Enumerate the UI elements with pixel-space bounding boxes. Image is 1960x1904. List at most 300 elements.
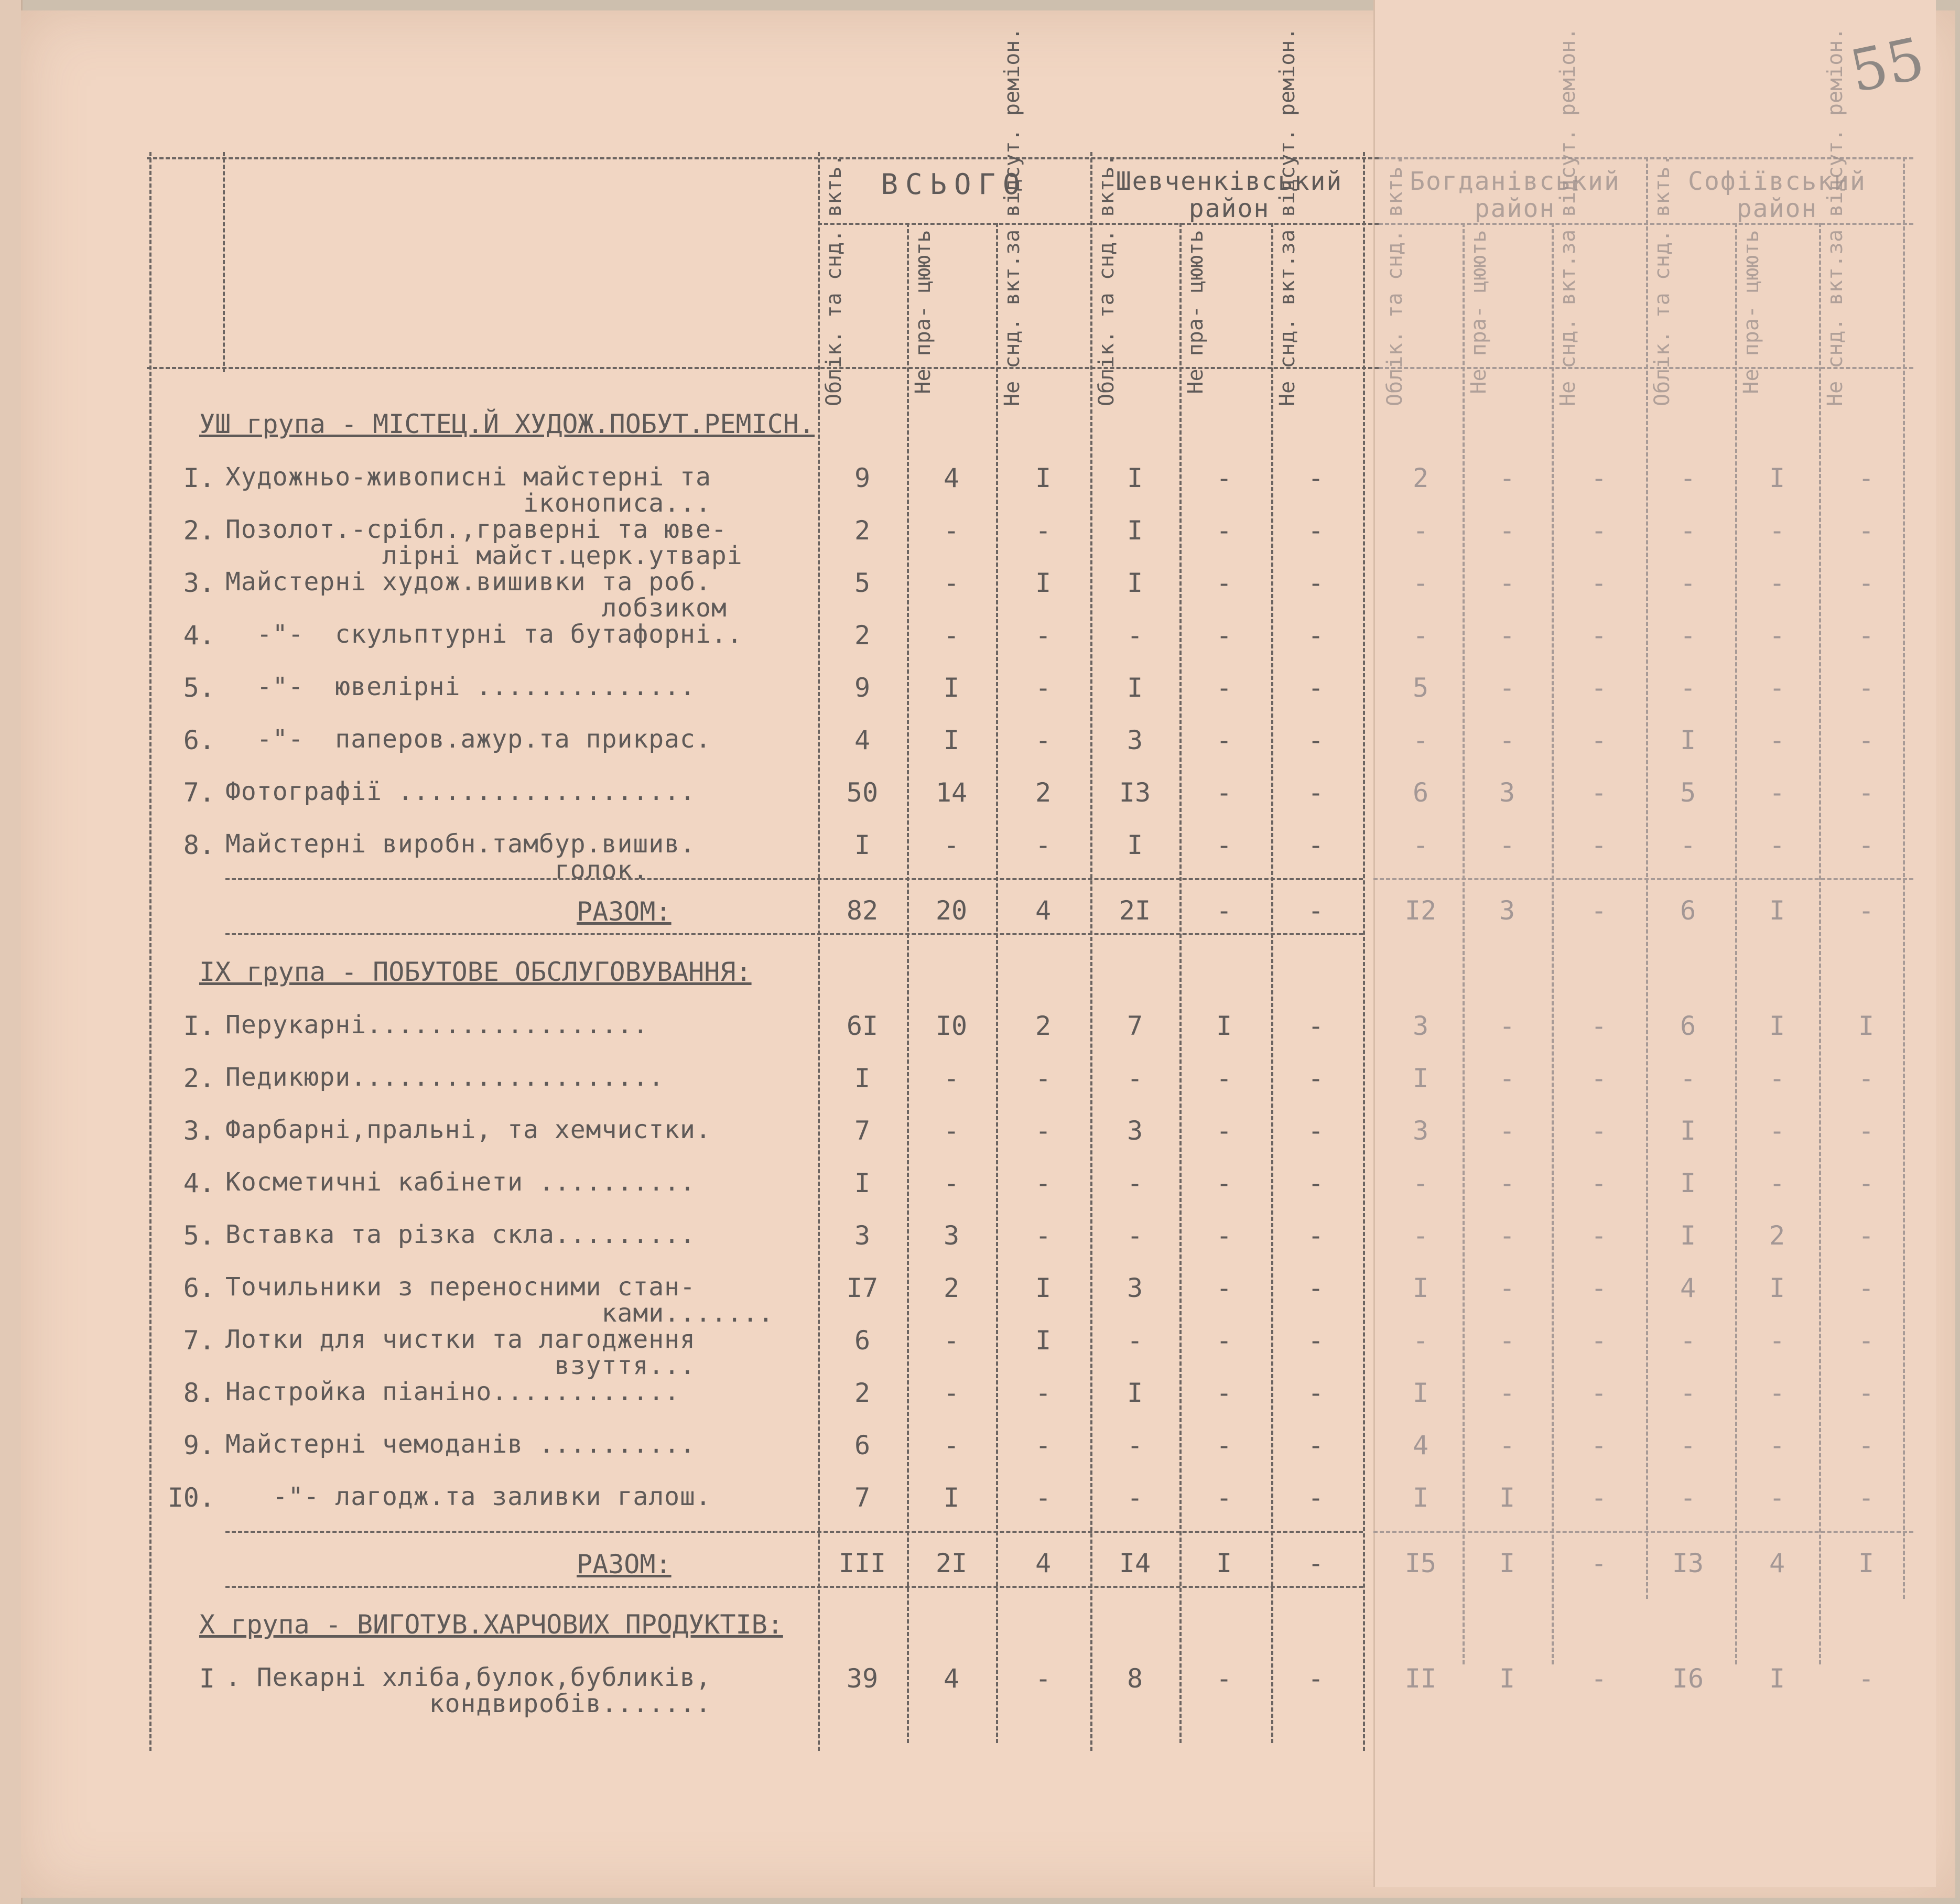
- row-number: I.: [183, 1011, 215, 1041]
- col-rule-4: [1090, 152, 1092, 1751]
- group-title: IX група - ПОБУТОВЕ ОБСЛУГОВУВАННЯ:: [199, 957, 752, 987]
- page-edge: [0, 0, 23, 1904]
- row-label: -"- ювелірні ..............: [225, 672, 696, 701]
- cell-value-ghost: -: [1769, 673, 1785, 703]
- col-rule-5: [1179, 223, 1182, 1743]
- cell-value: -: [1216, 830, 1232, 860]
- cell-value-ghost: -: [1680, 1378, 1696, 1408]
- header-total: ВСЬОГО: [881, 168, 1027, 201]
- cell-value: 8: [1127, 1663, 1143, 1694]
- total-value: 82: [846, 895, 879, 926]
- cell-value: -: [1307, 620, 1324, 651]
- cell-value: -: [1035, 1116, 1052, 1146]
- cell-value-ghost: -: [1499, 1273, 1515, 1303]
- cell-value: -: [1216, 1273, 1232, 1303]
- cell-value-ghost: 4: [1680, 1273, 1696, 1303]
- cell-value-ghost: -: [1590, 1325, 1607, 1356]
- cell-value: -: [1216, 1663, 1232, 1694]
- cell-value-ghost: -: [1590, 673, 1607, 703]
- row-number: 2.: [183, 1063, 215, 1094]
- row-label: Фотографії ...................: [225, 777, 696, 806]
- cell-value-ghost: -: [1590, 620, 1607, 651]
- row-label: Художньо-живописні майстерні та іконописа...: [225, 462, 711, 518]
- cell-value: 9: [854, 673, 871, 703]
- cell-value-ghost: -: [1858, 1483, 1875, 1513]
- cell-value-ghost: -: [1499, 463, 1515, 493]
- cell-value-ghost: I: [1769, 1273, 1785, 1303]
- cell-value: -: [1127, 1325, 1143, 1356]
- total-value: 2I: [935, 1548, 968, 1578]
- cell-value: -: [1035, 1663, 1052, 1694]
- cell-value-ghost: -: [1858, 1063, 1875, 1094]
- cell-value: 2: [854, 620, 871, 651]
- cell-value-ghost: -: [1858, 673, 1875, 703]
- total-value: 4: [1035, 1548, 1052, 1578]
- cell-value: -: [1216, 515, 1232, 546]
- cell-value-ghost: 2: [1412, 463, 1429, 493]
- cell-value: I: [854, 1168, 871, 1198]
- row-label: Косметичні кабінети ..........: [225, 1167, 696, 1197]
- total-value-ghost: 6: [1680, 895, 1696, 926]
- cell-value-ghost: -: [1858, 725, 1875, 755]
- cell-value-ghost: -: [1499, 1325, 1515, 1356]
- cell-value: I: [1127, 515, 1143, 546]
- cell-value: 2: [1035, 777, 1052, 808]
- cell-value-ghost: -: [1590, 1273, 1607, 1303]
- cell-value: I: [1127, 463, 1143, 493]
- ghost-col-rule-5: [1819, 223, 1821, 1664]
- cell-value-ghost: -: [1590, 1011, 1607, 1041]
- cell-value-ghost: -: [1590, 463, 1607, 493]
- cell-value-ghost: -: [1858, 1168, 1875, 1198]
- row-number: 2.: [183, 515, 215, 546]
- cell-value: -: [1307, 725, 1324, 755]
- table-left-rule: [149, 152, 151, 1751]
- cell-value: -: [1307, 1430, 1324, 1461]
- row-number: 3.: [183, 1116, 215, 1146]
- cell-value-ghost: -: [1680, 830, 1696, 860]
- cell-value-ghost: -: [1590, 1663, 1607, 1694]
- cell-value-ghost: -: [1769, 777, 1785, 808]
- cell-value: -: [943, 1168, 960, 1198]
- cell-value-ghost: -: [1590, 1116, 1607, 1146]
- total-value: I: [1216, 1548, 1232, 1578]
- subtotal-rule: [225, 1531, 1363, 1533]
- cell-value: I: [1127, 830, 1143, 860]
- cell-value: -: [1307, 1325, 1324, 1356]
- cell-value: -: [1216, 1168, 1232, 1198]
- cell-value: -: [1216, 1325, 1232, 1356]
- cell-value-ghost: 5: [1412, 673, 1429, 703]
- table-top-rule: [147, 157, 1379, 159]
- cell-value-ghost: -: [1499, 1116, 1515, 1146]
- cell-value-ghost: -: [1499, 620, 1515, 651]
- cell-value: -: [943, 515, 960, 546]
- row-label: -"- паперов.ажур.та прикрас.: [225, 724, 711, 754]
- row-label: Майстерні худож.вишивки та роб. лобзиком: [225, 567, 727, 623]
- cell-value-ghost: -: [1680, 673, 1696, 703]
- cell-value: -: [1216, 1483, 1232, 1513]
- subtotal-rule-ghost: [1373, 878, 1913, 880]
- cell-value: -: [1307, 1168, 1324, 1198]
- total-value-ghost: -: [1590, 1548, 1607, 1578]
- cell-value-ghost: I: [1769, 1663, 1785, 1694]
- cell-value: -: [1307, 568, 1324, 598]
- ghost-col-rule-2: [1552, 223, 1554, 1664]
- column-header: [1824, 218, 1903, 406]
- cell-value: I: [943, 725, 960, 755]
- cell-value: -: [1307, 1663, 1324, 1694]
- cell-value-ghost: -: [1858, 1220, 1875, 1251]
- cell-value-ghost: -: [1680, 620, 1696, 651]
- cell-value-ghost: -: [1680, 568, 1696, 598]
- cell-value: 4: [943, 463, 960, 493]
- cell-value-ghost: -: [1590, 725, 1607, 755]
- cell-value-ghost: -: [1499, 1220, 1515, 1251]
- cell-value: I: [1035, 1325, 1052, 1356]
- cell-value-ghost: -: [1412, 620, 1429, 651]
- row-number: 4.: [183, 1168, 215, 1198]
- cell-value: -: [1307, 777, 1324, 808]
- cell-value: -: [1307, 1273, 1324, 1303]
- cell-value-ghost: 3: [1499, 777, 1515, 808]
- cell-value: -: [1127, 1063, 1143, 1094]
- row-label: Майстерні чемоданів ..........: [225, 1430, 696, 1459]
- cell-value-ghost: -: [1590, 1063, 1607, 1094]
- cell-value: -: [1216, 1378, 1232, 1408]
- cell-value-ghost: -: [1680, 515, 1696, 546]
- row-label: -"- скульптурні та бутафорні..: [225, 620, 743, 649]
- cell-value: -: [1035, 1168, 1052, 1198]
- column-header: Облік. та снд. вкть.: [1650, 154, 1674, 406]
- cell-value: 5: [854, 568, 871, 598]
- cell-value: 3: [943, 1220, 960, 1251]
- cell-value-ghost: I: [1680, 1220, 1696, 1251]
- cell-value: -: [1216, 725, 1232, 755]
- ghost-col-rule-4: [1735, 223, 1737, 1664]
- cell-value-ghost: -: [1590, 830, 1607, 860]
- cell-value: I3: [1119, 777, 1151, 808]
- cell-value: -: [1035, 1220, 1052, 1251]
- cell-value-ghost: -: [1769, 1325, 1785, 1356]
- row-number: 6.: [183, 725, 215, 755]
- row-number: 7.: [183, 1325, 215, 1356]
- cell-value: -: [943, 568, 960, 598]
- row-label: Точильники з переносними стан- ками.......: [225, 1272, 774, 1328]
- total-value-ghost: I2: [1404, 895, 1437, 926]
- total-value-ghost: I5: [1404, 1548, 1437, 1578]
- cell-value-ghost: -: [1858, 1378, 1875, 1408]
- cell-value: 3: [854, 1220, 871, 1251]
- cell-value-ghost: -: [1858, 1430, 1875, 1461]
- header-district-2: Богданівський район: [1410, 167, 1620, 223]
- row-label: -"- лагодж.та заливки галош.: [225, 1482, 711, 1511]
- cell-value-ghost: 3: [1412, 1116, 1429, 1146]
- cell-value-ghost: -: [1858, 568, 1875, 598]
- row-number: 5.: [183, 673, 215, 703]
- cell-value-ghost: -: [1499, 1011, 1515, 1041]
- cell-value: -: [1035, 1063, 1052, 1094]
- cell-value: -: [1307, 1011, 1324, 1041]
- total-value: -: [1307, 895, 1324, 926]
- subtotal-bottom-rule: [225, 1586, 1363, 1588]
- cell-value-ghost: -: [1858, 463, 1875, 493]
- cell-value: I: [854, 830, 871, 860]
- cell-value-ghost: -: [1769, 1063, 1785, 1094]
- cell-value-ghost: -: [1680, 1483, 1696, 1513]
- cell-value-ghost: 6: [1412, 777, 1429, 808]
- row-number: I: [199, 1663, 215, 1694]
- row-number: 3.: [183, 568, 215, 598]
- cell-value: I: [1035, 1273, 1052, 1303]
- subtotal-rule-ghost: [1373, 1531, 1913, 1533]
- column-header: Облік. та снд. вкть.: [1383, 154, 1407, 406]
- cell-value: -: [1035, 725, 1052, 755]
- col-rule-7: [1363, 152, 1365, 1751]
- cell-value: -: [1127, 1168, 1143, 1198]
- cell-value: -: [1127, 1483, 1143, 1513]
- row-label: Майстерні виробн.тамбур.вишив. голок.: [225, 829, 696, 885]
- cell-value-ghost: -: [1858, 515, 1875, 546]
- cell-value: I: [943, 1483, 960, 1513]
- cell-value: -: [943, 1430, 960, 1461]
- cell-value: -: [943, 1116, 960, 1146]
- cell-value-ghost: I: [1769, 1011, 1785, 1041]
- column-header: [1276, 218, 1355, 406]
- cell-value: I7: [846, 1273, 879, 1303]
- cell-value-ghost: I: [1412, 1378, 1429, 1408]
- cell-value: I: [1035, 568, 1052, 598]
- row-number: 8.: [183, 830, 215, 860]
- cell-value: 50: [846, 777, 879, 808]
- cell-value-ghost: -: [1769, 830, 1785, 860]
- cell-value: -: [1216, 620, 1232, 651]
- cell-value: -: [1216, 1220, 1232, 1251]
- row-label: Фарбарні,пральні, та хемчистки.: [225, 1115, 711, 1144]
- column-header: Не пра- цюють: [1467, 230, 1491, 394]
- row-number: 4.: [183, 620, 215, 651]
- cell-value: I: [1216, 1011, 1232, 1041]
- cell-value: I: [1127, 568, 1143, 598]
- total-value-ghost: I3: [1672, 1548, 1704, 1578]
- total-label: РАЗОМ:: [577, 896, 672, 927]
- cell-value-ghost: -: [1858, 1116, 1875, 1146]
- cell-value-ghost: -: [1858, 1325, 1875, 1356]
- cell-value-ghost: -: [1680, 1063, 1696, 1094]
- cell-value: -: [1035, 830, 1052, 860]
- cell-value-ghost: -: [1680, 1430, 1696, 1461]
- cell-value-ghost: I: [1858, 1011, 1875, 1041]
- cell-value-ghost: -: [1499, 515, 1515, 546]
- column-header: [1557, 218, 1636, 406]
- cell-value: 2: [854, 515, 871, 546]
- group-title: Х група - ВИГОТУВ.ХАРЧОВИХ ПРОДУКТІВ:: [199, 1609, 783, 1640]
- cell-value-ghost: -: [1499, 1378, 1515, 1408]
- cell-value-ghost: -: [1499, 673, 1515, 703]
- cell-value-ghost: I: [1769, 463, 1785, 493]
- row-number: 6.: [183, 1273, 215, 1303]
- cell-value-ghost: -: [1412, 1220, 1429, 1251]
- col-rule-6: [1271, 223, 1273, 1743]
- total-value-ghost: 4: [1769, 1548, 1785, 1578]
- total-value: -: [1307, 1548, 1324, 1578]
- cell-value-ghost: I: [1412, 1063, 1429, 1094]
- group-title: УШ група - МІСТЕЦ.Й ХУДОЖ.ПОБУТ.РЕМІСН.: [199, 409, 815, 439]
- cell-value: -: [1307, 1378, 1324, 1408]
- cell-value-ghost: 2: [1769, 1220, 1785, 1251]
- total-value-ghost: -: [1858, 895, 1875, 926]
- cell-value-ghost: II: [1404, 1663, 1437, 1694]
- row-number: 8.: [183, 1378, 215, 1408]
- column-header: [1001, 218, 1080, 406]
- column-header: Облік. та снд. вкть.: [822, 154, 846, 406]
- total-value: 20: [935, 895, 968, 926]
- cell-value: -: [1307, 1483, 1324, 1513]
- cell-value-ghost: I: [1680, 725, 1696, 755]
- subtotal-rule: [225, 878, 1363, 880]
- cell-value-ghost: -: [1769, 1378, 1785, 1408]
- cell-value: 3: [1127, 1116, 1143, 1146]
- cell-value: -: [1035, 1378, 1052, 1408]
- subtotal-bottom-rule: [225, 933, 1363, 935]
- cell-value: I: [943, 673, 960, 703]
- cell-value: -: [1216, 463, 1232, 493]
- cell-value-ghost: -: [1590, 1220, 1607, 1251]
- cell-value: -: [1307, 1220, 1324, 1251]
- cell-value: I: [854, 1063, 871, 1094]
- cell-value: -: [1127, 620, 1143, 651]
- cell-value: -: [1307, 673, 1324, 703]
- column-header: Облік. та снд. вкть.: [1095, 154, 1119, 406]
- num-col-rule: [223, 152, 225, 372]
- cell-value-ghost: -: [1590, 1378, 1607, 1408]
- cell-value: -: [1216, 1430, 1232, 1461]
- cell-value-ghost: I: [1680, 1116, 1696, 1146]
- cell-value-ghost: -: [1499, 830, 1515, 860]
- cell-value: -: [1035, 1483, 1052, 1513]
- col-rule-2: [907, 223, 909, 1743]
- row-label: . Пекарні хліба,булок,бубликів, кондвиробів.......: [225, 1663, 711, 1718]
- cell-value: I: [1127, 1378, 1143, 1408]
- cell-value-ghost: 6: [1680, 1011, 1696, 1041]
- total-value: III: [838, 1548, 886, 1578]
- cell-value: -: [1216, 1063, 1232, 1094]
- row-label: Лотки для чистки та лагодження взуття...: [225, 1325, 696, 1380]
- row-label: Позолот.-срібл.,граверні та юве- лірні майст.церк.утварі: [225, 515, 743, 570]
- header-district-3: Софіївський район: [1688, 167, 1866, 223]
- row-label: Перукарні..................: [225, 1010, 649, 1040]
- cell-value: 39: [846, 1663, 879, 1694]
- archive-page-number: 55: [1844, 24, 1930, 106]
- cell-value: -: [1216, 568, 1232, 598]
- cell-value: -: [1307, 463, 1324, 493]
- cell-value-ghost: 5: [1680, 777, 1696, 808]
- cell-value: 6: [854, 1430, 871, 1461]
- row-number: I0.: [167, 1483, 215, 1513]
- cell-value-ghost: -: [1858, 1273, 1875, 1303]
- cell-value: -: [1035, 673, 1052, 703]
- cell-value: 2: [943, 1273, 960, 1303]
- col-rule-3: [996, 223, 998, 1743]
- cell-value-ghost: -: [1412, 830, 1429, 860]
- cell-value-ghost: -: [1499, 1168, 1515, 1198]
- cell-value-ghost: I: [1499, 1663, 1515, 1694]
- cell-value-ghost: -: [1769, 725, 1785, 755]
- cell-value-ghost: -: [1769, 515, 1785, 546]
- total-value-ghost: 3: [1499, 895, 1515, 926]
- cell-value: -: [1035, 515, 1052, 546]
- cell-value: 4: [854, 725, 871, 755]
- cell-value-ghost: -: [1858, 830, 1875, 860]
- cell-value: -: [943, 1378, 960, 1408]
- cell-value-ghost: -: [1499, 568, 1515, 598]
- cell-value: -: [1307, 1116, 1324, 1146]
- cell-value: 7: [1127, 1011, 1143, 1041]
- cell-value-ghost: -: [1769, 568, 1785, 598]
- cell-value-ghost: -: [1590, 515, 1607, 546]
- col-rule-1: [818, 152, 820, 1751]
- total-value: 4: [1035, 895, 1052, 926]
- cell-value: 7: [854, 1116, 871, 1146]
- total-value-ghost: I: [1858, 1548, 1875, 1578]
- cell-value-ghost: I: [1412, 1483, 1429, 1513]
- cell-value: 14: [935, 777, 968, 808]
- cell-value: 9: [854, 463, 871, 493]
- cell-value-ghost: -: [1769, 1483, 1785, 1513]
- cell-value-ghost: -: [1769, 1430, 1785, 1461]
- cell-value: 7: [854, 1483, 871, 1513]
- cell-value-ghost: -: [1499, 1063, 1515, 1094]
- total-value-ghost: -: [1590, 895, 1607, 926]
- cell-value-ghost: -: [1412, 568, 1429, 598]
- cell-value: -: [1127, 1430, 1143, 1461]
- cell-value-ghost: 4: [1412, 1430, 1429, 1461]
- header-district-1: Шевченківський район: [1116, 167, 1343, 223]
- cell-value: -: [943, 830, 960, 860]
- cell-value-ghost: -: [1769, 1168, 1785, 1198]
- row-label: Настройка піаніно............: [225, 1377, 680, 1407]
- cell-value: 3: [1127, 725, 1143, 755]
- row-number: I.: [183, 463, 215, 493]
- column-header: Не пра- цюють: [1739, 230, 1763, 394]
- cell-value: -: [1307, 1063, 1324, 1094]
- cell-value: I: [1035, 463, 1052, 493]
- row-number: 5.: [183, 1220, 215, 1251]
- cell-value: -: [1216, 673, 1232, 703]
- cell-value: -: [943, 620, 960, 651]
- cell-value-ghost: I6: [1672, 1663, 1704, 1694]
- cell-value-ghost: I: [1499, 1483, 1515, 1513]
- cell-value-ghost: -: [1412, 1168, 1429, 1198]
- cell-value: -: [1035, 620, 1052, 651]
- cell-value: -: [1127, 1220, 1143, 1251]
- cell-value-ghost: -: [1412, 725, 1429, 755]
- cell-value-ghost: -: [1680, 463, 1696, 493]
- total-value-ghost: I: [1499, 1548, 1515, 1578]
- cell-value-ghost: -: [1590, 1483, 1607, 1513]
- cell-value: 2: [1035, 1011, 1052, 1041]
- cell-value: 6I: [846, 1011, 879, 1041]
- cell-value-ghost: I: [1412, 1273, 1429, 1303]
- cell-value-ghost: -: [1769, 1116, 1785, 1146]
- cell-value-ghost: I: [1680, 1168, 1696, 1198]
- total-value: -: [1216, 895, 1232, 926]
- cell-value-ghost: -: [1858, 620, 1875, 651]
- cell-value-ghost: -: [1680, 1325, 1696, 1356]
- cell-value-ghost: -: [1412, 1325, 1429, 1356]
- ghost-col-rule-1: [1463, 223, 1465, 1664]
- total-value: 2I: [1119, 895, 1151, 926]
